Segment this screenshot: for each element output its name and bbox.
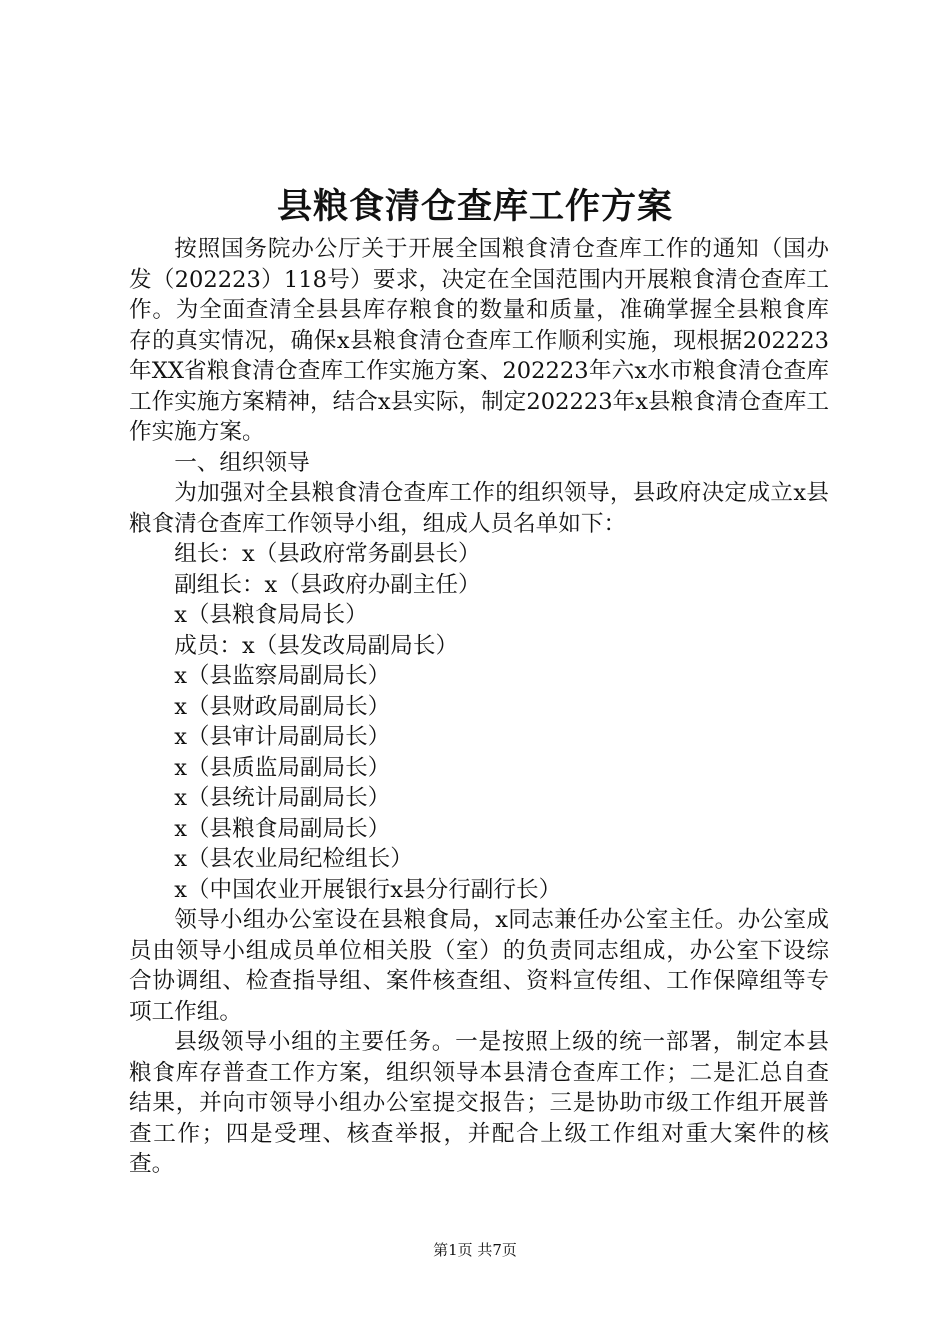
member-line-member-2: x（县监察局副局长） xyxy=(174,663,391,689)
section-heading-organization: 一、组织领导 xyxy=(174,449,310,476)
document-title: 县粮食清仓查库工作方案 xyxy=(276,186,673,227)
member-line-member-3: x（县财政局副局长） xyxy=(174,693,391,720)
member-line-member-8: x（县农业局纪检组长） xyxy=(174,846,413,872)
member-line-member-6: x（县统计局副局长） xyxy=(174,785,391,811)
paragraph-office: 领导小组办公室设在县粮食局，x同志兼任办公室主任。办公室成员由领导小组成员单位相关股（室）的负责同志组成，办公室下设综合协调组、检查指导组、案件核查组、资料宣传组、工作保障组等专项工作组。 xyxy=(129,907,829,1025)
paragraph-leading-group: 为加强对全县粮食清仓查库工作的组织领导，县政府决定成立x县粮食清仓查库工作领导小组，组成人员名单如下： xyxy=(129,480,829,537)
member-line-deputy-2: x（县粮食局局长） xyxy=(174,602,368,628)
member-line-member-1: 成员：x（县发改局副局长） xyxy=(174,632,459,659)
member-line-leader: 组长：x（县政府常务副县长） xyxy=(174,541,481,567)
member-line-member-9: x（中国农业开展银行x县分行副行长） xyxy=(174,876,562,903)
paragraph-intro: 按照国务院办公厅关于开展全国粮食清仓查库工作的通知（国办发（202223）118号）要求，决定在全国范围内开展粮食清仓查库工作。为全面查清全县县库存粮食的数量和质量，准确掌握全县粮食库存的真实情况，确保x县粮食清仓查库工作顺利实施，现根据202223年XX省粮食清仓查库工作实施方案、202223年六x水市粮食清仓查库工作实施方案精神，结合x县实际，制定202223年x县粮食清仓查库工作实施方案。 xyxy=(129,236,829,445)
page-number-footer: 第1页 共7页 xyxy=(433,1241,517,1259)
member-line-member-4: x（县审计局副局长） xyxy=(174,724,391,750)
member-line-deputy-1: 副组长：x（县政府办副主任） xyxy=(174,571,481,598)
paragraph-main-tasks: 县级领导小组的主要任务。一是按照上级的统一部署，制定本县粮食库存普查工作方案，组织领导本县清仓查库工作；二是汇总自查结果，并向市领导小组办公室提交报告；三是协助市级工作组开展普查工作；四是受理、核查举报，并配合上级工作组对重大案件的核查。 xyxy=(129,1029,829,1177)
member-line-member-7: x（县粮食局副局长） xyxy=(174,815,391,842)
document-body xyxy=(129,234,829,1180)
member-line-member-5: x（县质监局副局长） xyxy=(174,754,391,781)
